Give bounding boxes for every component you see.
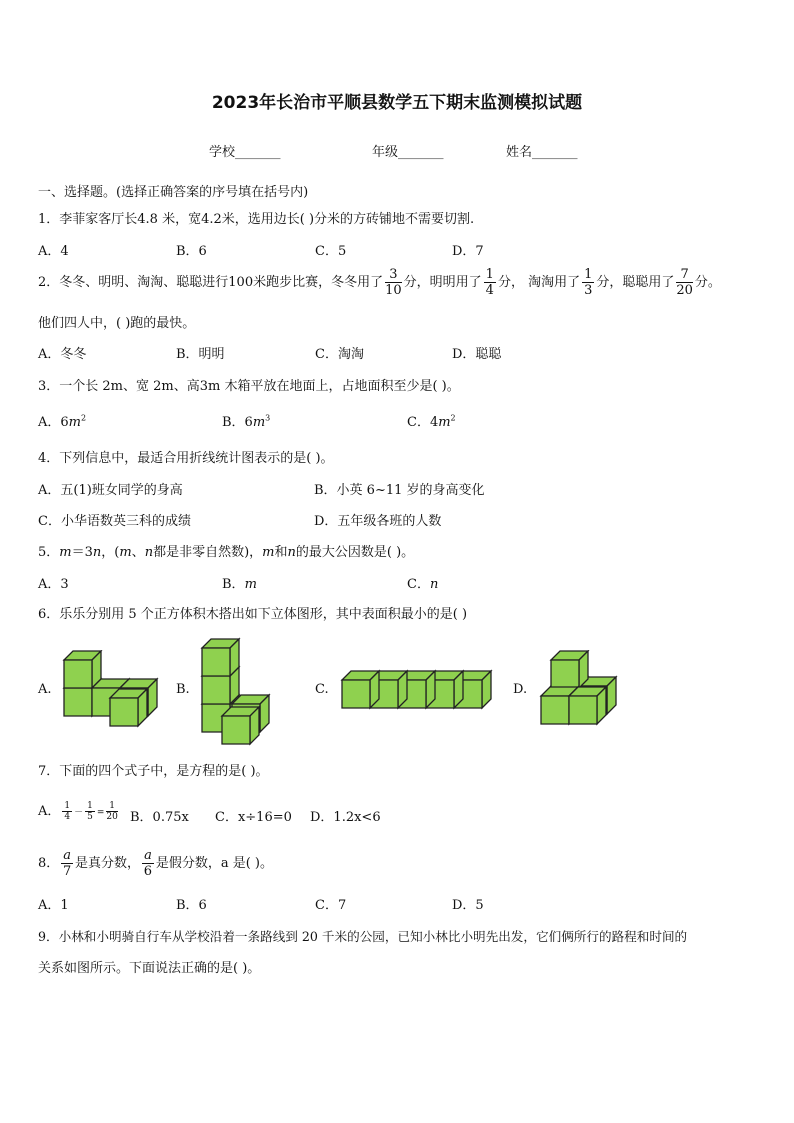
q2-f4-num: 7 <box>676 267 693 283</box>
q3-option-a <box>38 411 86 430</box>
question-9-line-2: 关系如图所示。下面说法正确的是( )。 <box>38 961 261 976</box>
q4-option-d: D．五年级各班的人数 <box>314 514 442 529</box>
q5-option-a: A．3 <box>38 577 69 592</box>
cube-face <box>551 660 579 688</box>
question-3: 3．一个长 2m、宽 2m、高3m 木箱平放在地面上，占地面积至少是( )。 <box>38 379 460 394</box>
q8-f2-num: a <box>144 848 152 863</box>
q5-var-n: n <box>92 545 102 560</box>
q2-f2-num: 1 <box>485 267 494 282</box>
q4-option-c: C．小华语数英三科的成绩 <box>38 514 191 529</box>
cube-face <box>202 676 230 704</box>
q1-option-a: A．4 <box>38 244 69 259</box>
cube-face <box>569 696 597 724</box>
name-field: 姓名_______ <box>506 145 578 160</box>
q4-option-b: B．小英 6~11 岁的身高变化 <box>314 483 485 498</box>
question-2-line-2: 他们四人中，( )跑的最快。 <box>38 316 196 331</box>
figure-d <box>539 650 619 730</box>
q2-option-a: A．冬冬 <box>38 347 87 362</box>
q7-a-label: A． <box>38 804 61 819</box>
question-1: 1．李菲家客厅长4.8 米，宽4.2米，选用边长( )分米的方砖铺地不需要切割. <box>38 212 475 227</box>
q5-p1: ，( <box>101 545 120 560</box>
figure-c <box>340 668 500 713</box>
q8-option-c: C．7 <box>315 898 347 913</box>
cube-face <box>342 680 370 708</box>
q3-b-exp: 3 <box>265 413 271 423</box>
q3-a-unit: m <box>68 415 81 430</box>
q2-text-3: 分， 淘淘用了 <box>497 275 581 290</box>
figure-a <box>62 650 162 730</box>
question-4: 4．下列信息中，最适合用折线统计图表示的是( )。 <box>38 451 334 466</box>
q8-f2-den: 6 <box>143 864 153 879</box>
cube-face <box>64 660 92 688</box>
q3-c-label: C．4 <box>407 415 439 430</box>
question-2 <box>38 267 721 298</box>
q6-label-d: D. <box>513 682 528 697</box>
section-heading: 一、选择题。(选择正确答案的序号填在括号内) <box>38 185 309 200</box>
q5-p2: 、 <box>131 545 145 560</box>
q2-f1-den: 10 <box>385 283 402 298</box>
q6-label-c: C. <box>315 682 329 697</box>
q5-p3: 都是非零自然数)， <box>153 545 263 560</box>
q3-a-label: A．6 <box>38 415 69 430</box>
q5-b-label: B． <box>222 577 245 592</box>
q2-fraction-1 <box>385 267 402 298</box>
q8-option-d: D．5 <box>452 898 484 913</box>
q6-label-a: A. <box>38 682 52 697</box>
q2-f1-num: 3 <box>385 267 402 283</box>
q5-var-m-2: m <box>119 545 132 560</box>
q2-fraction-2 <box>484 267 496 298</box>
q7-fc-den: 20 <box>106 812 118 822</box>
question-6: 6．乐乐分别用 5 个正方体积木搭出如下立体图形，其中表面积最小的是( ) <box>38 607 468 622</box>
q5-p4: 和 <box>274 545 288 560</box>
q8-fraction-1 <box>61 848 73 879</box>
q2-text-4: 分，聪聪用了 <box>596 275 675 290</box>
q7-fb-den: 5 <box>87 812 93 822</box>
school-field: 学校_______ <box>209 145 281 160</box>
q2-text-1: 2．冬冬、明明、淘淘、聪聪进行100米跑步比赛，冬冬用了 <box>38 275 384 290</box>
q5-var-n-3: n <box>287 545 296 560</box>
q2-text-5: 分。 <box>694 275 721 290</box>
q3-b-unit: m <box>252 415 266 430</box>
question-5: 5．m＝3n，(m、n都是非零自然数)，m和n的最大公因数是( )。 <box>38 545 415 560</box>
q1-option-b: B．6 <box>176 244 207 259</box>
q5-var-n-2: n <box>144 545 154 560</box>
q3-b-label: B．6 <box>222 415 253 430</box>
cube-face <box>222 716 250 744</box>
q2-f3-den: 3 <box>584 283 593 298</box>
q3-c-unit: m <box>438 415 451 430</box>
q8-f1-den: 7 <box>63 864 72 879</box>
q7-fc-num: 1 <box>106 801 117 812</box>
q1-option-d: D．7 <box>452 244 484 259</box>
question-9-line-1: 9．小林和小明骑自行车从学校沿着一条路线到 20 千米的公园，已知小林比小明先出发，它们俩所行的路程和时间的 <box>38 929 688 944</box>
q7-fraction-b <box>85 801 95 822</box>
cube-face <box>64 688 92 716</box>
q8-p2: 是假分数，a 是( )。 <box>155 856 273 871</box>
q5-c-var: n <box>429 577 439 592</box>
q8-option-b: B．6 <box>176 898 207 913</box>
cube-face <box>110 698 138 726</box>
q2-f2-den: 4 <box>485 283 494 298</box>
q3-option-c <box>407 411 456 430</box>
q5-option-b <box>222 573 257 592</box>
q2-f3-num: 1 <box>584 267 593 282</box>
q5-p5: 的最大公因数是( )。 <box>295 545 415 560</box>
q7-equals: = <box>96 808 105 818</box>
q6-label-b: B. <box>176 682 190 697</box>
q2-fraction-4 <box>676 267 693 298</box>
q8-f1-num: a <box>63 848 72 863</box>
q7-fraction-c <box>106 801 117 822</box>
grade-field: 年级_______ <box>372 145 444 160</box>
q2-option-b: B．明明 <box>176 347 225 362</box>
q7-option-a <box>38 800 120 822</box>
q5-var-m: m <box>59 545 72 560</box>
q8-p1: 是真分数， <box>75 856 141 871</box>
q7-fa-den: 4 <box>64 812 71 822</box>
question-7: 7．下面的四个式子中，是方程的是( )。 <box>38 764 269 779</box>
q7-option-b: B．0.75x <box>130 810 189 825</box>
q8-fraction-2 <box>142 848 154 879</box>
q3-a-exp: 2 <box>81 413 87 423</box>
q3-c-exp: 2 <box>450 413 456 423</box>
q3-option-b <box>222 411 270 430</box>
cube-face <box>202 648 230 676</box>
page-title: 2023年长治市平顺县数学五下期末监测模拟试题 <box>211 93 583 113</box>
q2-option-c: C．淘淘 <box>315 347 364 362</box>
q8-option-a: A．1 <box>38 898 69 913</box>
q7-fa-num: 1 <box>64 801 71 811</box>
q7-option-d: D．1.2x<6 <box>310 810 381 825</box>
cube-face <box>541 696 569 724</box>
q2-option-d: D．聪聪 <box>452 347 502 362</box>
q1-option-c: C．5 <box>315 244 347 259</box>
q5-option-c <box>407 573 438 592</box>
q5-c-label: C． <box>407 577 430 592</box>
q7-minus: － <box>74 808 84 818</box>
q7-fb-num: 1 <box>87 801 93 811</box>
question-8 <box>38 848 273 879</box>
q5-b-var: m <box>244 577 257 592</box>
q7-option-c: C．x÷16=0 <box>215 810 292 825</box>
q4-option-a: A．五(1)班女同学的身高 <box>38 483 183 498</box>
q5-eq: ＝3 <box>71 545 93 560</box>
q5-var-m-3: m <box>262 545 275 560</box>
q2-text-2: 分，明明用了 <box>403 275 482 290</box>
figure-b <box>200 634 280 752</box>
q7-fraction-a <box>62 801 72 822</box>
q2-fraction-3 <box>582 267 594 298</box>
q8-pre: 8． <box>38 856 60 871</box>
q2-f4-den: 20 <box>676 283 693 298</box>
